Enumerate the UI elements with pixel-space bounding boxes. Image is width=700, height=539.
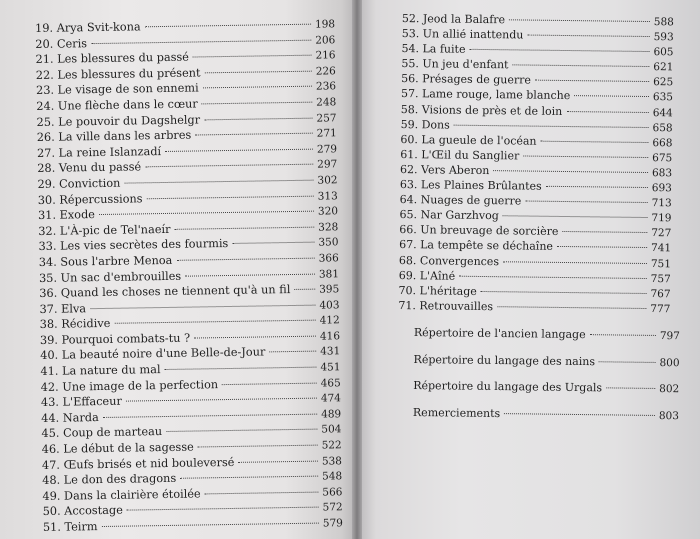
page-number: 727 [651,227,672,240]
chapter-title: 38. Récidive [39,317,111,332]
chapter-title: 31. Exode [37,208,96,223]
dot-leader [91,39,311,43]
chapter-title: 23. Le visage de son ennemi [35,81,199,98]
dot-leader [195,133,313,136]
dot-leader [269,351,316,353]
chapter-title: Remerciements [412,405,501,420]
page-number: 579 [322,517,344,530]
chapter-title: 29. Conviction [37,176,121,191]
chapter-title: 55. Un jeu d'enfant [401,57,509,72]
page-number: 328 [318,220,339,234]
chapter-title: 71. Retrouvailles [398,298,494,313]
page-number: 797 [659,330,680,343]
chapter-title: 30. Répercussions [37,191,143,207]
toc-appendices [413,326,680,435]
page-number: 198 [314,18,336,31]
page-number: 226 [315,65,336,78]
page-number: 474 [320,392,342,405]
dot-leader [504,413,655,416]
page-number: 395 [319,283,340,296]
toc-entry [413,352,679,382]
dot-leader [535,80,649,82]
dot-leader [546,186,648,188]
page-number: 683 [651,167,673,180]
page-number: 279 [316,143,338,156]
chapter-title: 22. Les blessures du présent [35,66,201,82]
chapter-title: 62. Vers Aberon [399,162,490,178]
chapter-title: 36. Quand les choses ne tiennent qu'à un fil [39,283,291,301]
dot-leader [497,306,646,309]
book-gutter [352,0,362,539]
dot-leader [454,124,649,127]
page-number: 751 [650,257,672,270]
page-number: 741 [651,242,672,255]
page-number: 757 [650,272,671,285]
dot-leader [203,86,312,89]
dot-leader [198,445,318,448]
chapter-title: 40. La beauté noire d'une Belle-de-Jour [40,345,266,363]
page-number: 777 [650,302,671,316]
chapter-title: 26. La ville dans les arbres [36,128,192,145]
dot-leader [204,117,312,120]
chapter-title: 42. Une image de la perfection [40,377,219,394]
dot-leader [205,70,312,73]
chapter-title: 60. La gueule de l'océan [400,132,537,148]
page-number: 366 [318,252,339,265]
chapter-title: Répertoire du langage des nains [413,352,596,368]
chapter-title: 56. Présages de guerre [401,72,532,87]
page-number: 403 [319,298,340,312]
dot-leader [493,170,648,173]
chapter-title: 32. L'À-pic de Tel'naeír [38,222,171,238]
chapter-title: 70. L'héritage [398,283,477,298]
dot-leader [166,429,317,432]
chapter-title: 33. Les vies secrètes des fourmis [38,237,229,254]
dot-leader [165,367,317,370]
page-number: 802 [659,383,680,396]
page-number: 381 [318,267,340,281]
dot-leader [202,102,313,105]
chapter-title: 63. Les Plaines Brûlantes [399,178,542,193]
chapter-title: 50. Accostage [42,504,123,519]
dot-leader [194,336,316,339]
chapter-title: 34. Sous l'arbre Menoa [38,253,173,269]
chapter-title: 25. Le pouvoir du Dagshelgr [36,112,201,129]
page-number: 451 [320,361,341,374]
page-number: 431 [320,345,341,359]
chapter-title: 57. Lame rouge, lame blanche [400,87,571,103]
chapter-title: 53. Un allié inattendu [401,27,524,42]
dot-leader [574,96,649,98]
page-number: 668 [652,136,673,150]
dot-leader [222,382,317,384]
dot-leader [180,476,318,479]
page-number: 302 [317,174,338,187]
dot-leader [114,320,315,324]
chapter-title: 21. Les blessures du passé [35,50,190,67]
chapter-title: 65. Nar Garzhvog [399,208,499,223]
dot-leader [523,155,648,158]
chapter-title: 41. La nature du mal [40,363,161,379]
chapter-title: 43. L'Effaceur [40,394,122,410]
chapter-title: 45. Coup de marteau [41,425,163,441]
chapter-title: 66. Un breuvage de sorcière [399,223,559,239]
dot-leader [238,460,318,462]
page-number: 236 [315,80,337,93]
chapter-title: 61. L'Œil du Sanglier [400,147,520,163]
dot-leader [527,35,649,37]
page-number: 635 [652,91,674,104]
toc-entry [413,379,679,409]
page-number: 412 [319,314,340,327]
chapter-title: 28. Venu du passé [37,160,142,176]
dot-leader [590,334,656,336]
page-number: 719 [651,212,672,225]
chapter-title: 47. Œufs brisés et nid bouleversé [41,455,235,472]
dot-leader [562,231,647,233]
dot-leader [205,491,319,494]
page-number: 416 [319,330,341,343]
dot-leader [176,258,314,261]
page-number: 248 [316,96,337,109]
page-number: 675 [652,151,673,165]
page-number: 644 [652,106,673,119]
page-number: 621 [653,61,674,74]
chapter-title: 35. Un sac d'embrouilles [38,269,182,285]
chapter-title: 37. Elva [39,301,87,316]
page-number: 313 [317,189,338,203]
page-number: 593 [653,31,674,44]
chapter-title: 24. Une flèche dans le cœur [36,97,198,113]
dot-leader [126,398,317,402]
page-number: 588 [653,16,674,29]
chapter-title: 27. La reine Islanzadí [36,144,162,160]
dot-leader [185,273,315,276]
dot-leader [557,246,647,248]
dot-leader [503,261,647,264]
chapter-title: 20. Ceris [35,36,88,51]
dot-leader [459,275,647,278]
chapter-title: 39. Pourquoi combats-tu ? [39,331,191,347]
page-number: 216 [315,49,336,62]
dot-leader [102,523,319,527]
dot-leader [147,195,314,199]
page-number: 271 [316,127,337,140]
page-number: 803 [658,409,679,422]
toc-right-column [398,12,674,317]
page-number: 504 [321,423,342,436]
page-number: 767 [650,287,671,300]
page-number: 522 [321,439,342,452]
page-number: 800 [659,356,680,369]
dot-leader [124,180,313,184]
page-number: 566 [322,486,343,499]
dot-leader [599,361,656,363]
dot-leader [127,507,319,511]
chapter-title: 49. Dans la clairière étoilée [42,487,201,503]
dot-leader [90,304,315,309]
toc-entry [413,405,679,435]
dot-leader [193,55,312,58]
page-number: 713 [651,197,672,210]
dot-leader [145,164,313,168]
dot-leader [470,49,650,52]
dot-leader [174,226,314,229]
page-number: 658 [652,121,673,134]
page-number: 548 [322,470,343,483]
chapter-title: 48. Le don des dragons [42,472,177,488]
chapter-title: 64. Nuages de guerre [399,193,522,208]
dot-leader [294,289,315,290]
page-number: 350 [318,236,339,249]
page-number: 693 [651,182,672,195]
dot-leader [99,211,314,215]
dot-leader [103,413,317,417]
chapter-title: 69. L'Aîné [398,268,456,283]
dot-leader [566,111,648,113]
dot-leader [145,24,311,28]
page-number: 489 [321,408,342,421]
chapter-title: 19. Arya Svit-kona [35,20,141,35]
chapter-title: 58. Visions de près et de loin [400,102,563,118]
page-number: 320 [317,205,339,218]
dot-leader [541,140,649,142]
dot-leader [525,201,647,203]
page-number: 257 [316,111,337,125]
dot-leader [481,291,647,294]
chapter-title: 59. Dons [400,117,450,132]
chapter-title: 51. Teirm [42,520,98,534]
dot-leader [232,242,314,244]
toc-entry [414,326,680,356]
chapter-title: 46. Le début de la sagesse [41,440,194,456]
page-number: 465 [320,376,341,390]
chapter-title: 67. La tempête se déchaîne [399,238,554,254]
dot-leader [165,148,313,151]
page-number: 605 [653,46,674,59]
chapter-title: 52. Jeod la Balafre [401,12,506,27]
dot-leader [503,215,648,218]
toc-left-column [35,17,343,536]
page-number: 625 [653,76,674,89]
page-number: 572 [322,501,343,514]
dot-leader [606,387,655,389]
page-number: 297 [317,158,338,171]
chapter-title: 68. Convergences [398,253,500,268]
dot-leader [509,19,650,22]
chapter-title: 44. Narda [41,410,99,425]
dot-leader [512,65,649,68]
page-number: 206 [315,33,336,47]
chapter-title: 54. La fuite [401,42,466,56]
chapter-title: Répertoire du langage des Urgals [413,378,603,395]
chapter-title: Répertoire de l'ancien langage [413,326,586,342]
page-number: 538 [321,454,343,468]
